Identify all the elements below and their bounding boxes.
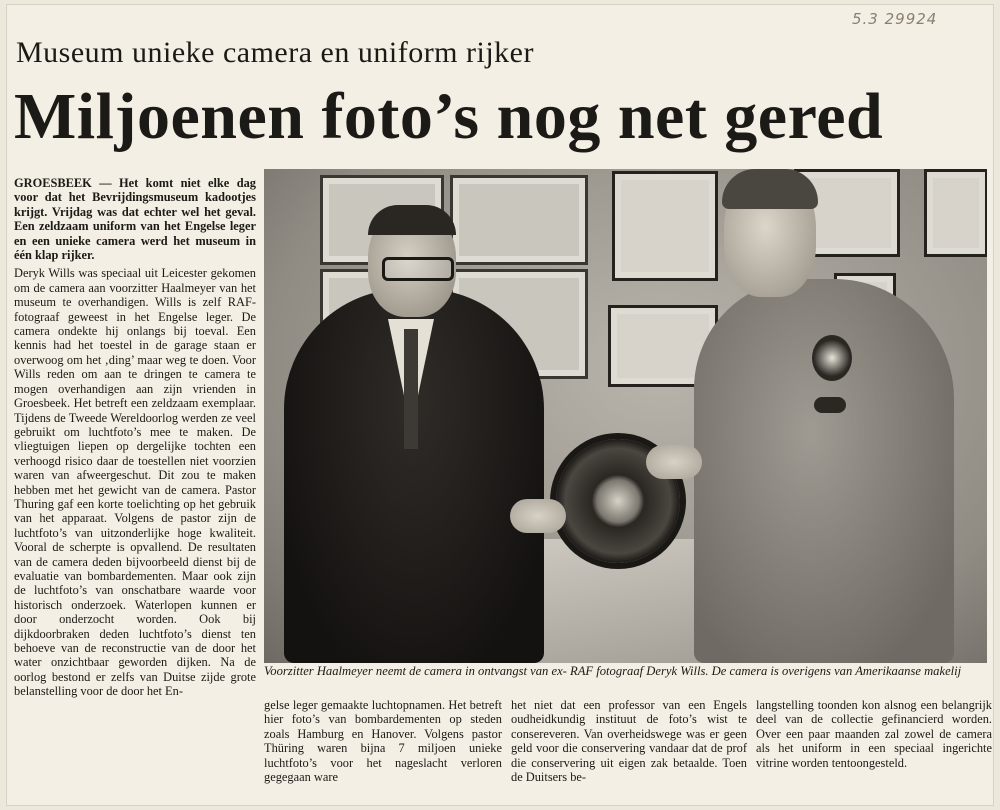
article-body-3: het niet dat een professor van een Engels oudheidkundig instituut de foto’s wist te consereveren. Van overheidswege was er geen geld voor die conservering vandaar dat de prof die conservering uit eigen zak betaalde. Toen de Duitsers be- — [511, 698, 747, 785]
man-right-hair — [722, 169, 818, 209]
article-kicker: Museum unieke camera en uniform rijker — [16, 36, 534, 69]
article-body-1: Deryk Wills was speciaal uit Leicester gekomen om de camera aan voorzitter Haalmeyer van het museum te overhandigen. Wills is zelf RAF-fotograaf geweest in het Engelse leger. De camera ondekte hij onlangs bij toeval. Een kennis had het toestel in de garage staan er overwoog om het ‚ding’ maar weg te doen. Voor Wills reden om aan te dringen te camera te mogen overhandigen aan zijn vrienden in Groesbeek. Het betreft een zeldzaam exemplaar. Tijdens de Tweede Wereldoorlog werden ze veel gebruikt om luchtfoto’s mee te maken. De vliegtuigen liepen op dergelijke tochten een verhoogd risico daar de toestellen niet voorzien waren van afweergeschut. Dit zou te maken hebben met het gewicht van de camera. Pastor Thuring gaf een korte toelichting op het gebruik van het apparaat. Volgens de pastor zijn de luchtfoto’s van uitzonderlijke hoge kwaliteit. Vooral de scherpte is opvallend. De resultaten van de camera deden bijvoorbeeld dienst bij de evaluatie van bombardementen. Maar ook zijn de luchtfoto’s van onschatbare waarde voor historisch onderzoek. Waterlopen kunnen er door onderzocht worden. Ook bij dijkdoorbraken deden luchtfoto’s dienst ten behoeve van de reconstructie van de door het water onzichtbaar geworden dijken. Na de oorlog bestond er zelfs van Duitse zijde grote belanstelling voor de door het En- — [14, 266, 256, 699]
raf-patch-icon — [814, 397, 846, 413]
article-lead: GROESBEEK — Het komt niet elke dag voor dat het Bevrijdingsmuseum kadootjes krijgt. Vrijdag was dat echter wel het geval. Een zeldzaam uniform van het Engelse leger en een unieke camera werd het museum in één klap rijker. — [14, 176, 256, 263]
raf-badge-icon — [812, 335, 852, 381]
photo-caption: Voorzitter Haalmeyer neemt de camera in ontvangst van ex- RAF fotograaf Deryk Wills. De camera is overigens van Amerikaanse makelij — [264, 664, 962, 678]
article-body-4: langstelling toonden kon alsnog een belangrijk deel van de collectie gefinancierd worden. Over een paar maanden zal zowel de camera als het uniform in een speciaal ingerichte vitrine worden tentoongesteld. — [756, 698, 992, 770]
hand — [646, 445, 702, 479]
wall-frame — [612, 171, 718, 281]
article-column-2 — [264, 698, 502, 806]
man-left-tie — [404, 329, 418, 449]
article-column-4 — [756, 698, 992, 806]
wall-frame — [450, 175, 588, 265]
man-left-hair — [368, 205, 456, 235]
article-photo — [264, 169, 987, 663]
article-column-3 — [511, 698, 747, 806]
wall-frame — [924, 169, 987, 257]
article-column-1 — [14, 176, 256, 804]
handwritten-reference: 5.3 29924 — [852, 10, 938, 28]
article-headline: Miljoenen foto’s nog net gered — [14, 80, 884, 153]
newspaper-clipping — [6, 4, 994, 806]
hand — [510, 499, 566, 533]
article-body-2: gelse leger gemaakte luchtopnamen. Het betreft hier foto’s van bombardementen op steden zoals Hamburg en Hanover. Volgens pastor Thüring waren bijna 7 miljoen unieke luchtfoto’s voor het nageslacht verloren gegegaan ware — [264, 698, 502, 785]
glasses — [382, 257, 454, 281]
